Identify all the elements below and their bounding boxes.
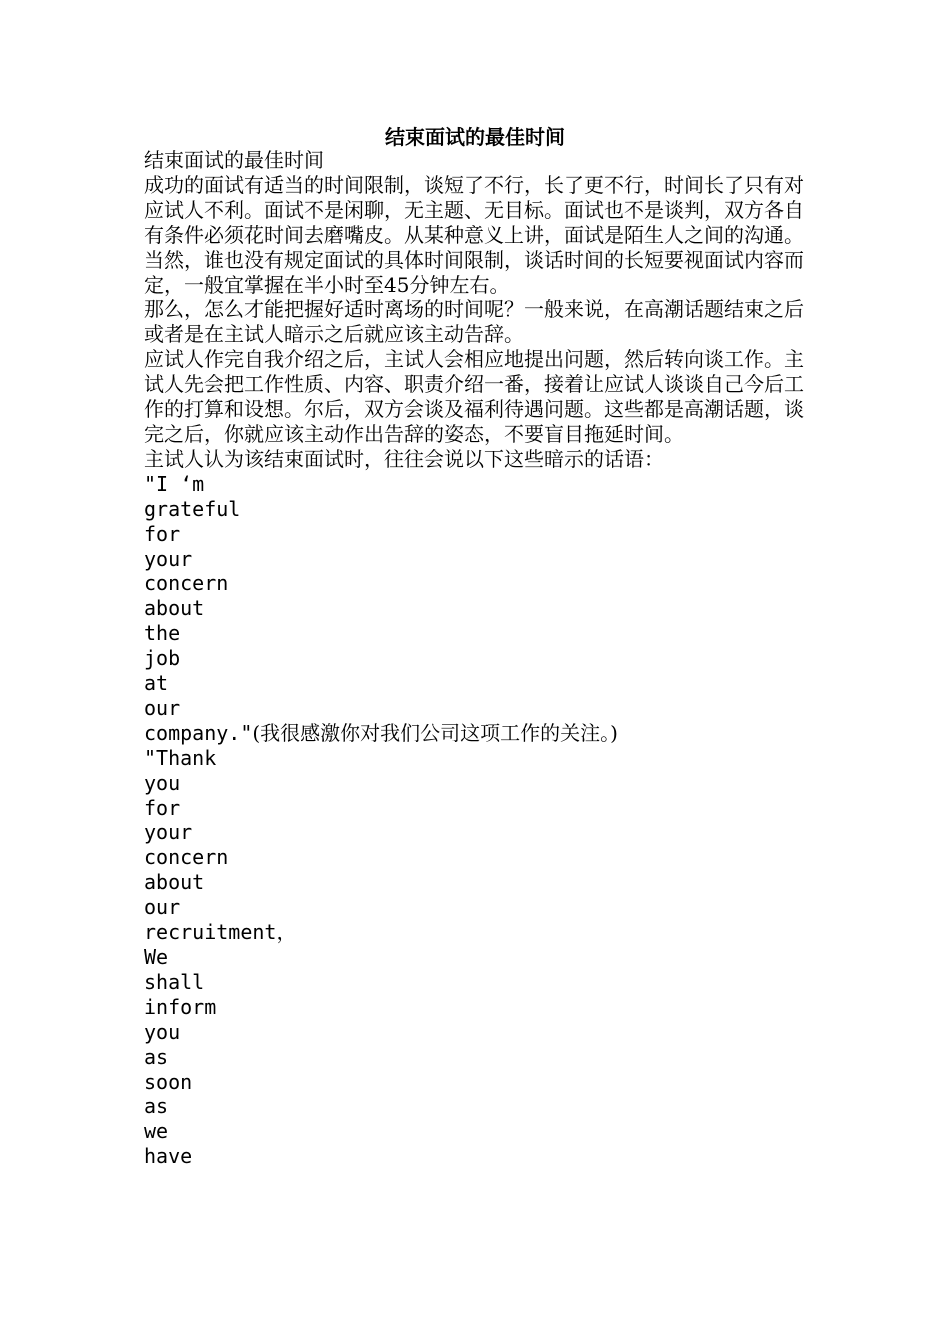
quote-word: recruitment， [144,920,297,945]
quote-word: shall [144,969,205,994]
quote-word: grateful [144,496,241,521]
quote-word: "I ‘m [144,471,205,496]
quote-word: concern [144,571,229,596]
paragraph-leave-timing: 那么，怎么才能把握好适时离场的时间呢？一般来说，在高潮话题结束之后或者是在主试人暗示之后就应该主动告辞。 [144,297,804,347]
document-title: 结束面试的最佳时间 [385,125,565,149]
paragraph-hint-phrases: 主试人认为该结束面试时，往往会说以下这些暗示的话语： [144,446,664,471]
quote-word: our [144,695,181,720]
quote-word: "Thank [144,745,217,770]
quote-two [144,746,814,1169]
document-body [144,148,814,1169]
quote-word: We [144,945,169,969]
quote-word: job [144,646,181,671]
quote-word: we [144,1119,169,1144]
quote-word: about [144,596,205,621]
quote-word: for [144,521,181,546]
quote-word: company." [144,720,253,745]
quote-word: have [144,1144,193,1169]
quote-one [144,472,814,746]
quote-one-translation: (我很感激你对我们公司这项工作的关注。) [252,720,618,745]
paragraph-intro: 成功的面试有适当的时间限制，谈短了不行，长了更不行，时间长了只有对应试人不利。面试不是闲聊，无主题、无目标。面试也不是谈判，双方各自有条件必须花时间去磨嘴皮。从某种意义上讲，面试是陌生人之间的沟通。 [144,172,804,247]
quote-word: as [144,1044,169,1069]
quote-word: as [144,1094,169,1119]
quote-word: for [144,795,181,820]
quote-word: at [144,671,169,696]
quote-word: inform [144,994,217,1019]
paragraph-time-limit: 当然，谁也没有规定面试的具体时间限制，谈话时间的长短要视面试内容而定，一般宜掌握在半小时至45分钟左右。 [144,247,804,297]
quote-word: our [144,895,181,920]
quote-word: your [144,820,193,845]
quote-word: soon [144,1069,193,1094]
quote-word: concern [144,845,229,870]
quote-word: your [144,546,193,571]
paragraph-climax-topics: 应试人作完自我介绍之后，主试人会相应地提出问题，然后转向谈工作。主试人先会把工作性质、内容、职责介绍一番，接着让应试人谈谈自己今后工作的打算和设想。尔后，双方会谈及福利待遇问题。这些都是高潮话题，谈完之后，你就应该主动作出告辞的姿态，不要盲目拖延时间。 [144,347,804,446]
quote-word: about [144,870,205,895]
quote-word: you [144,770,181,795]
quote-one-last-line [144,721,814,746]
quote-word: you [144,1019,181,1044]
quote-word: the [144,621,181,646]
subtitle-paragraph: 结束面试的最佳时间 [144,148,324,172]
